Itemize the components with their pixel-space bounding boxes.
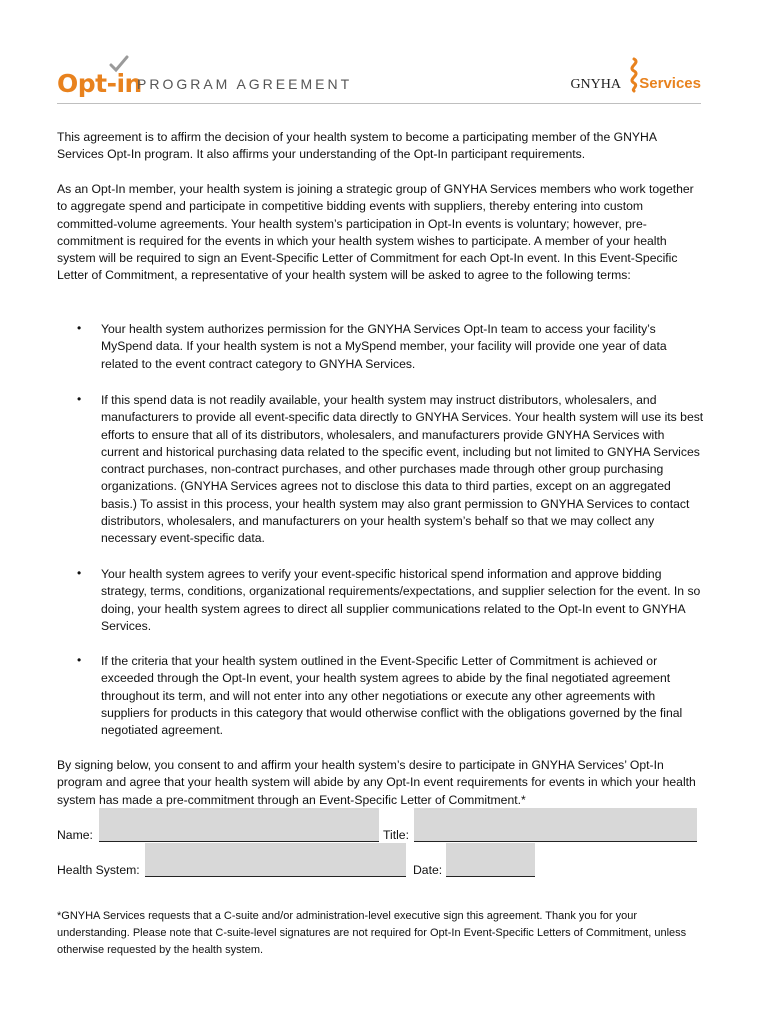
page-header — [57, 55, 701, 105]
health-system-field[interactable] — [145, 843, 406, 877]
bullet-item: If this spend data is not readily available, your health system may instruct distributors, wholesalers, and manufacturers to provide all event-specific data directly to GNYHA Services. Your health system will use its best efforts to ensure that all of its distributors, wholesalers, and manufacturers provide GNYHA Services with current and historical purchasing data related to the specific event, including but not limited to GNYHA Services contract purchases, non-contract purchases, and other purchases made through other group purchasing organizations. (GNYHA Services agrees not to disclose this data to third parties, except on an aggregated basis.) To assist in this process, your health system may also grant permission to GNYHA Services to contact distributors, wholesalers, and manufacturers on your health system’s behalf so that we may collect any necessary event-specific data. — [101, 393, 704, 546]
date-label: Date: — [413, 863, 443, 877]
header-divider — [57, 103, 701, 104]
member-paragraph: As an Opt-In member, your health system is joining a strategic group of GNYHA Services members who work together to aggregate spend and participate in competitive bidding events with suppliers, thereby entering into custom committed-volume agreements. Your health system’s participation in Opt-In events is voluntary; however, pre-commitment is required for the events in which your health system wishes to participate. A member of your health system will be required to sign an Event-Specific Letter of Commitment for each Opt-In event. In this Event-Specific Letter of Commitment, a representative of your health system will be asked to agree to the following terms: — [57, 182, 694, 283]
bullet-marker: • — [77, 392, 82, 406]
date-field[interactable] — [446, 843, 535, 877]
checkmark-icon — [109, 55, 129, 73]
title-label: Title: — [383, 828, 409, 842]
footnote: *GNYHA Services requests that a C-suite and/or administration-level executive sign this agreement. Thank you for your understanding. Please note that C-suite-level signatures are not required for Opt-In Event-Specific Letters of Commitment, unless otherwise requested by the health system. — [57, 910, 687, 956]
bullet-marker: • — [77, 566, 82, 580]
title-field[interactable] — [414, 808, 697, 842]
bullet-marker: • — [77, 321, 82, 335]
name-label: Name: — [57, 828, 93, 842]
bullet-item: If the criteria that your health system outlined in the Event-Specific Letter of Commitment is achieved or exceeded through the Opt-In event, your health system agrees to abide by the final negotiated agreement throughout its term, and will not enter into any other negotiations or execute any other agreements with suppliers for products in this category that would otherwise conflict with the obligations governed by the final negotiated agreement. — [101, 654, 683, 738]
consent-paragraph: By signing below, you consent to and affirm your health system’s desire to participate in GNYHA Services’ Opt-In program and agree that your health system will abide by any Opt-In event requirements for events in which your health system has made a pre-commitment through an Event-Specific Letter of Commitment.* — [57, 758, 696, 807]
health-system-label: Health System: — [57, 863, 140, 877]
intro-paragraph: This agreement is to affirm the decision of your health system to become a participating member of the GNYHA Services Opt-In program. It also affirms your understanding of the Opt-In participant requirements. — [57, 130, 657, 162]
bullet-item: Your health system agrees to verify your event-specific historical spend information and approve bidding strategy, terms, conditions, organizational requirements/expectations, and supplier selection for the event. In so doing, your health system agrees to direct all supplier communications related to the Opt-In event to GNYHA Services. — [101, 567, 701, 633]
opt-in-logo: Opt-in — [57, 69, 142, 98]
gnyha-logo-text: GNYHA — [570, 77, 621, 92]
services-logo-text: Services — [639, 75, 701, 92]
name-field[interactable] — [99, 808, 379, 842]
bullet-item: Your health system authorizes permission for the GNYHA Services Opt-In team to access your facility’s MySpend data. If your health system is not a MySpend member, your facility will provide one year of data related to the event contract category to GNYHA Services. — [101, 322, 667, 371]
page-title: PROGRAM AGREEMENT — [137, 76, 353, 92]
bullet-marker: • — [77, 653, 82, 667]
